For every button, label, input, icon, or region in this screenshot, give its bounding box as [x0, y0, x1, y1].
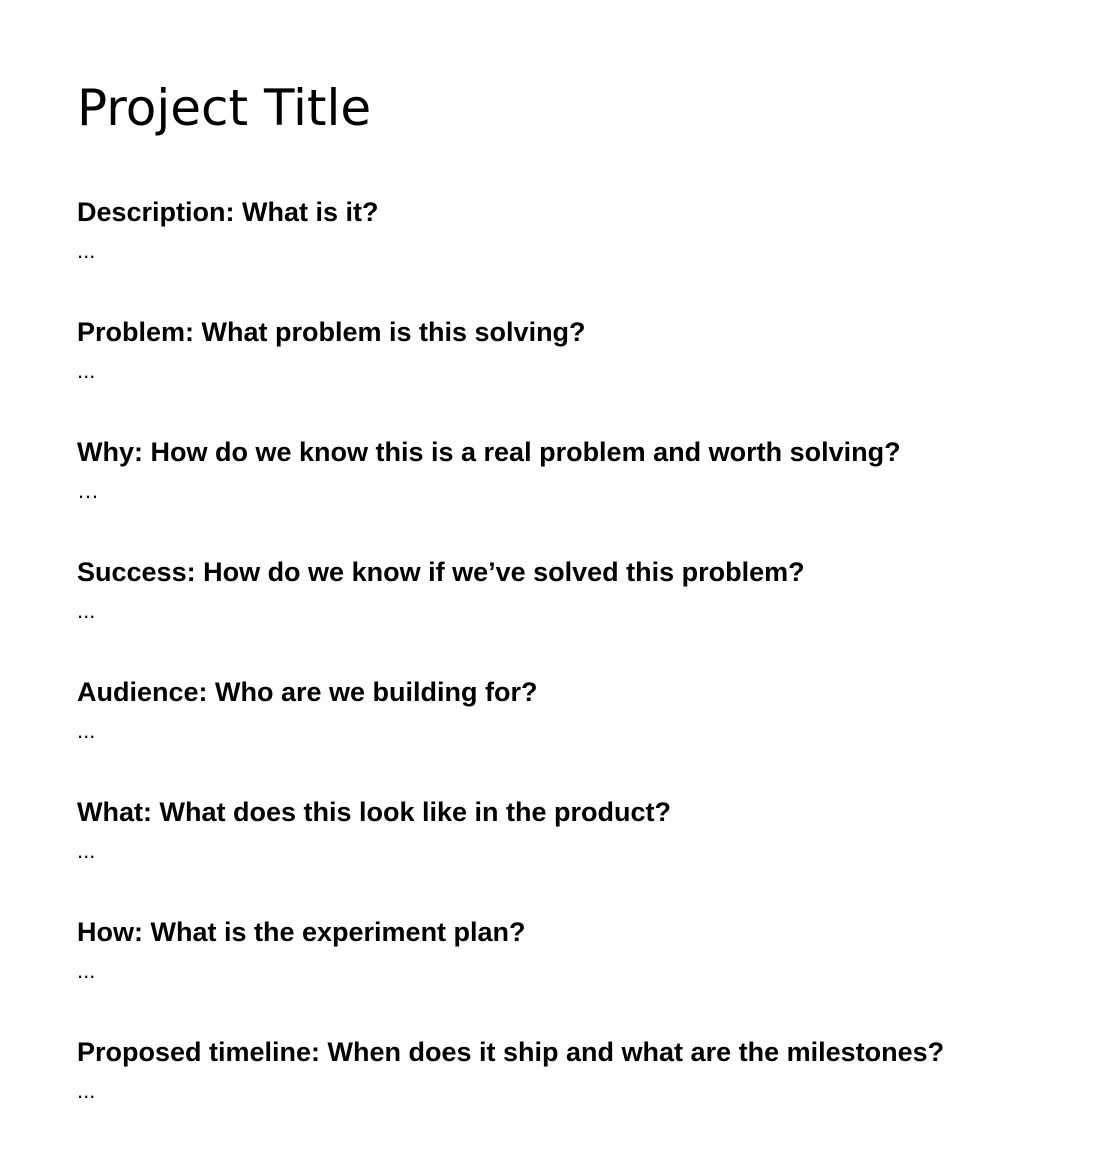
section-heading: Problem: What problem is this solving?	[77, 317, 586, 347]
section-what	[77, 795, 1077, 865]
section-success	[77, 555, 1077, 625]
document-title: Project Title	[77, 79, 372, 137]
section-body: ...	[77, 1078, 96, 1103]
section-heading: Proposed timeline: When does it ship and what are the milestones?	[77, 1037, 945, 1067]
section-body: ...	[77, 958, 96, 983]
section-heading: Why: How do we know this is a real problem and worth solving?	[77, 437, 901, 467]
section-body: ...	[77, 238, 96, 263]
section-heading: How: What is the experiment plan?	[77, 917, 526, 947]
section-description	[77, 195, 1077, 265]
section-body: ...	[77, 598, 96, 623]
section-audience	[77, 675, 1077, 745]
section-body: ...	[77, 358, 96, 383]
section-why	[77, 435, 1077, 505]
section-problem	[77, 315, 1077, 385]
section-how	[77, 915, 1077, 985]
section-heading: Description: What is it?	[77, 197, 379, 227]
section-heading: What: What does this look like in the product?	[77, 797, 671, 827]
section-body: ...	[77, 718, 96, 743]
section-body: ...	[77, 838, 96, 863]
section-body: …	[77, 478, 99, 503]
section-heading: Audience: Who are we building for?	[77, 677, 538, 707]
section-heading: Success: How do we know if we’ve solved this problem?	[77, 557, 805, 587]
section-proposed-timeline	[77, 1035, 1077, 1105]
